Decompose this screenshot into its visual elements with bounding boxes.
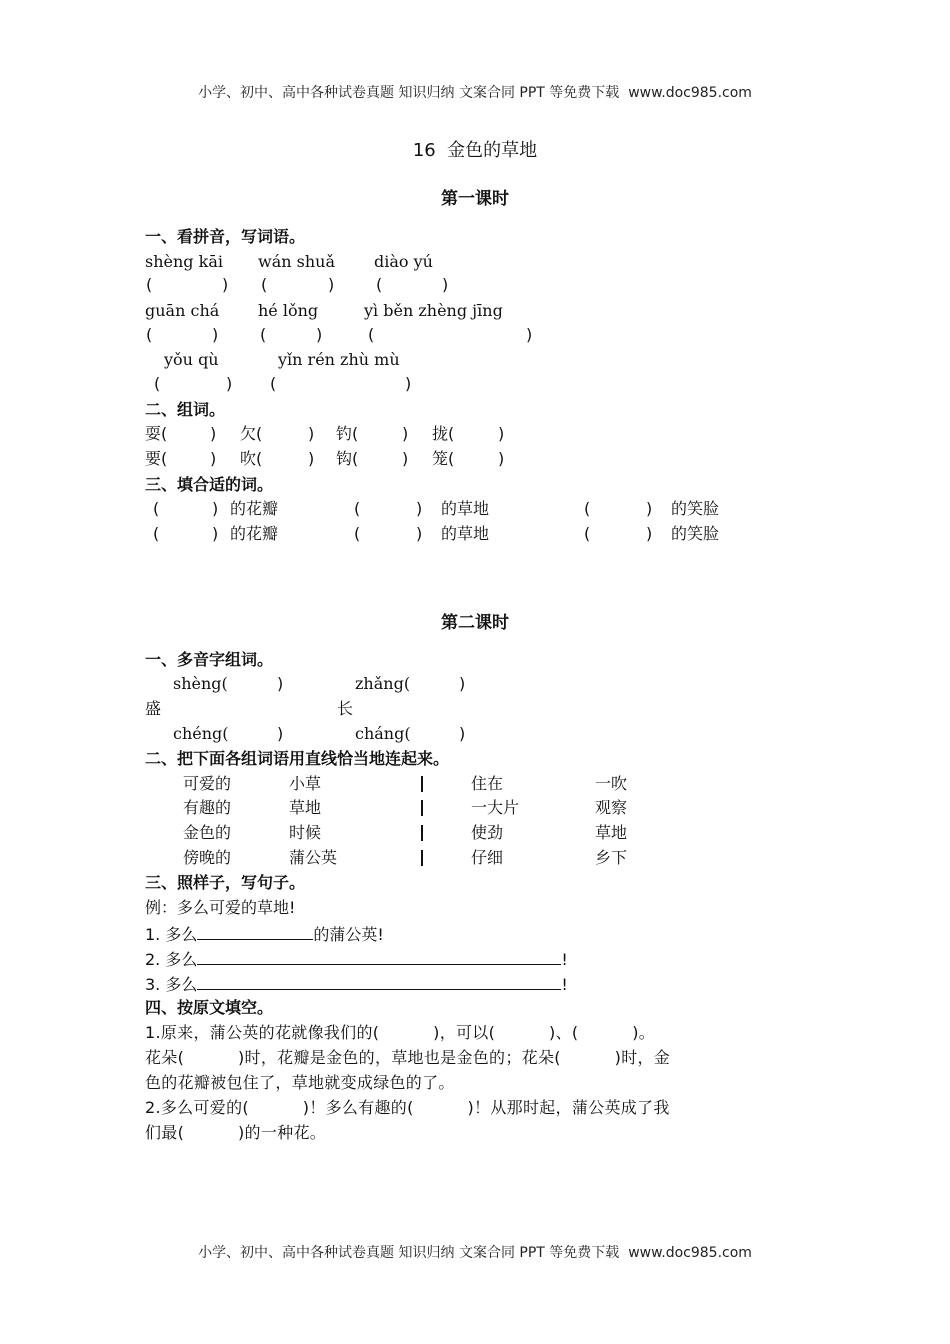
answer-paren-open: ( [153,524,160,543]
q3-prefix: 3. 多么 [145,975,198,994]
answer-paren-close: ) [498,424,505,443]
match-word: 有趣的 [183,798,232,817]
sentence-q1 [145,925,384,943]
cloze-line: 色的花瓣被包住了，草地就变成绿色的了。 [145,1073,455,1092]
q2-prefix: 2. 多么 [145,950,198,969]
answer-paren-close: ) [212,499,219,518]
fill-phrase: 的花瓣 [230,499,279,518]
answer-paren-open: ( [153,499,160,518]
answer-paren-close: ) [402,424,409,443]
example-sentence: 例：多么可爱的草地! [145,898,296,917]
answer-blank [197,975,561,990]
match-word: 乡下 [595,848,628,867]
match-word: 金色的 [183,823,232,842]
l2-s1-title: 一、多音字组词。 [145,650,274,669]
match-word: 傍晚的 [183,848,232,867]
q2-end: ! [561,950,568,969]
word-prompt: 欠( [240,424,263,443]
fill-phrase: 的草地 [441,499,490,518]
divider-bar [421,825,423,841]
page-footer: 小学、初中、高中各种试卷真题 知识归纳 文案合同 PPT 等免费下载 www.doc985.com [198,1245,752,1261]
match-word: 蒲公英 [289,848,338,867]
cloze-line: 2.多么可爱的( )！多么有趣的( )！从那时起，蒲公英成了我 [145,1098,670,1117]
answer-paren-close: ) [308,449,315,468]
fill-phrase: 的笑脸 [671,499,720,518]
l2-s2-title: 二、把下面各组词语用直线恰当地连起来。 [145,749,450,768]
answer-paren-close: ) [646,499,653,518]
pinyin-prompt: chéng( [173,724,229,743]
answer-paren-open: ( [584,524,591,543]
match-word: 时候 [289,823,322,842]
word-prompt: 耍( [145,424,168,443]
polyphone-char: 长 [337,699,354,718]
cloze-line: 花朵( )时，花瓣是金色的，草地也是金色的；花朵( )时，金 [145,1048,671,1067]
answer-paren-open: ( [376,275,383,294]
answer-paren-close: ) [646,524,653,543]
answer-paren-close: ) [328,275,335,294]
answer-paren-close: ) [459,724,466,743]
answer-paren-open: ( [584,499,591,518]
pinyin-prompt: zhǎng( [355,674,411,693]
pinyin-prompt: shèng( [173,674,228,693]
pinyin: yǒu qù [164,350,219,369]
l2-s3-title: 三、照样子，写句子。 [145,873,306,892]
fill-phrase: 的草地 [441,524,490,543]
word-prompt: 吹( [240,449,263,468]
match-word: 住在 [471,774,504,793]
answer-paren-open: ( [354,524,361,543]
answer-paren-close: ) [498,449,505,468]
match-word: 使劲 [471,823,504,842]
match-word: 草地 [595,823,628,842]
answer-paren-close: ) [210,424,217,443]
cloze-line: 们最( )的一种花。 [145,1123,327,1142]
answer-paren-close: ) [212,325,219,344]
match-word: 仔细 [471,848,504,867]
answer-paren-open: ( [146,275,153,294]
answer-paren-open: ( [154,374,161,393]
answer-paren-close: ) [222,275,229,294]
word-prompt: 笼( [432,449,455,468]
word-prompt: 要( [145,449,168,468]
match-word: 小草 [289,774,322,793]
pinyin: shèng kāi [145,252,223,271]
pinyin: yǐn rén zhù mù [278,350,400,369]
answer-paren-close: ) [308,424,315,443]
word-prompt: 钓( [336,424,359,443]
answer-paren-close: ) [416,499,423,518]
match-word: 可爱的 [183,774,232,793]
answer-paren-close: ) [226,374,233,393]
polyphone-char: 盛 [145,699,162,718]
l1-s3-title: 三、填合适的词。 [145,475,274,494]
answer-paren-open: ( [261,275,268,294]
sentence-q2 [145,950,568,968]
fill-phrase: 的笑脸 [671,524,720,543]
sentence-q3 [145,975,568,993]
pinyin: guān chá [145,301,220,320]
answer-paren-close: ) [402,449,409,468]
page-header: 小学、初中、高中各种试卷真题 知识归纳 文案合同 PPT 等免费下载 www.doc985.com [198,85,752,101]
pinyin: yì běn zhèng jīng [364,301,503,320]
l1-s2-title: 二、组词。 [145,400,226,419]
fill-phrase: 的花瓣 [230,524,279,543]
lesson2-heading: 第二课时 [441,613,509,633]
answer-paren-close: ) [210,449,217,468]
answer-paren-close: ) [316,325,323,344]
match-word: 观察 [595,798,628,817]
q1-suffix: 的蒲公英! [313,925,384,944]
match-word: 草地 [289,798,322,817]
lesson1-heading: 第一课时 [441,189,509,209]
l1-s1-title: 一、看拼音，写词语。 [145,227,306,246]
cloze-line: 1.原来，蒲公英的花就像我们的( )，可以( )、( )。 [145,1023,656,1042]
divider-bar [421,776,423,792]
q3-end: ! [561,975,568,994]
answer-paren-close: ) [277,724,284,743]
pinyin-prompt: cháng( [355,724,411,743]
answer-paren-open: ( [270,374,277,393]
answer-paren-open: ( [146,325,153,344]
answer-paren-open: ( [260,325,267,344]
l2-s4-title: 四、按原文填空。 [145,998,274,1017]
q1-prefix: 1. 多么 [145,925,198,944]
divider-bar [421,800,423,816]
word-prompt: 拢( [432,424,455,443]
answer-paren-close: ) [526,325,533,344]
answer-paren-open: ( [368,325,375,344]
answer-paren-close: ) [416,524,423,543]
pinyin: wán shuǎ [258,252,335,271]
match-word: 一吹 [595,774,628,793]
pinyin: diào yú [374,252,433,271]
answer-blank [197,925,313,940]
word-prompt: 钩( [336,449,359,468]
answer-paren-close: ) [277,674,284,693]
answer-paren-close: ) [212,524,219,543]
page-title: 16 金色的草地 [412,140,538,161]
answer-paren-close: ) [405,374,412,393]
pinyin: hé lǒng [258,301,319,320]
match-word: 一大片 [471,798,520,817]
answer-paren-open: ( [354,499,361,518]
answer-paren-close: ) [442,275,449,294]
answer-paren-close: ) [459,674,466,693]
answer-blank [197,950,561,965]
divider-bar [421,850,423,866]
